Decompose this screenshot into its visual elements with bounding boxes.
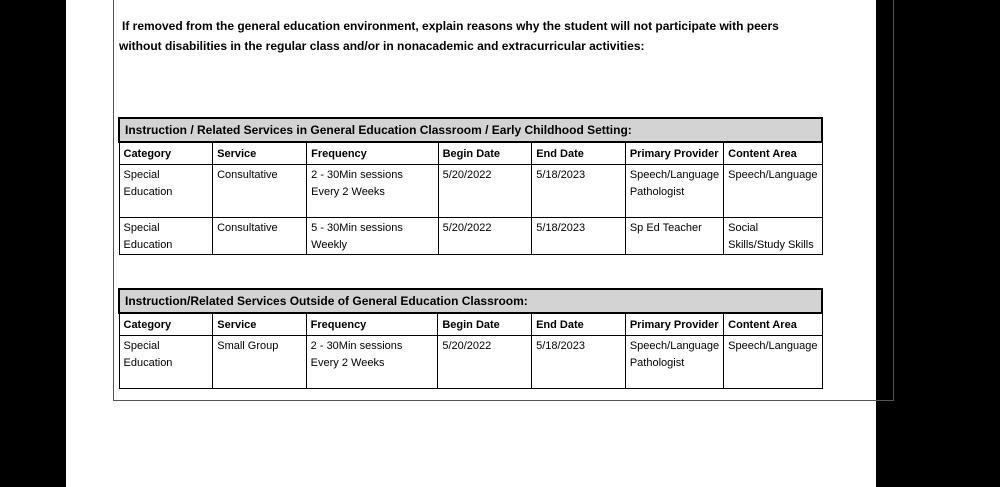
column-header-begin-date: Begin Date: [438, 313, 532, 335]
prompt-line-1: If removed from the general education environment, explain reasons why the student will not participate with peers: [122, 19, 779, 33]
table-title: Instruction / Related Services in General Education Classroom / Early Childhood Setting:: [119, 118, 822, 142]
cell-primary-provider: Speech/Language Pathologist: [625, 164, 723, 217]
column-header-service: Service: [213, 142, 307, 164]
cell-frequency: 2 - 30Min sessions Every 2 Weeks: [307, 164, 438, 217]
cell-service: Consultative: [213, 164, 307, 217]
cell-end-date: 5/18/2023: [532, 164, 626, 217]
table-row: [119, 335, 822, 388]
table-row: [119, 217, 822, 254]
column-header-primary-provider: Primary Provider: [625, 313, 723, 335]
outside-general-education-services-table: [118, 288, 823, 389]
column-header-row: [119, 142, 822, 164]
cell-begin-date: 5/20/2022: [438, 164, 532, 217]
cell-begin-date: 5/20/2022: [438, 335, 532, 388]
column-header-service: Service: [213, 313, 306, 335]
column-header-row: [119, 313, 822, 335]
cell-service: Consultative: [213, 217, 307, 254]
document-page: [66, 0, 876, 487]
column-header-category: Category: [119, 142, 213, 164]
cell-begin-date: 5/20/2022: [438, 217, 532, 254]
prompt-line-2: without disabilities in the regular class and/or in nonacademic and extracurricular activities:: [119, 39, 645, 53]
cell-content-area: Social Skills/Study Skills: [724, 217, 822, 254]
table-row: [119, 164, 822, 217]
column-header-begin-date: Begin Date: [438, 142, 532, 164]
cell-category: Special Education: [119, 335, 213, 388]
cell-service: Small Group: [213, 335, 306, 388]
cell-end-date: 5/18/2023: [532, 335, 626, 388]
column-header-end-date: End Date: [532, 142, 626, 164]
cell-content-area: Speech/Language: [724, 335, 822, 388]
column-header-frequency: Frequency: [306, 313, 438, 335]
cell-end-date: 5/18/2023: [532, 217, 626, 254]
column-header-content-area: Content Area: [724, 142, 822, 164]
cell-content-area: Speech/Language: [724, 164, 822, 217]
column-header-category: Category: [119, 313, 213, 335]
column-header-content-area: Content Area: [724, 313, 822, 335]
cell-frequency: 2 - 30Min sessions Every 2 Weeks: [306, 335, 438, 388]
cell-primary-provider: Speech/Language Pathologist: [625, 335, 723, 388]
general-education-services-table: [118, 117, 823, 255]
cell-primary-provider: Sp Ed Teacher: [625, 217, 723, 254]
table-title: Instruction/Related Services Outside of General Education Classroom:: [119, 289, 822, 313]
cell-category: Special Education: [119, 164, 213, 217]
column-header-frequency: Frequency: [307, 142, 438, 164]
removal-explanation-prompt: [119, 16, 819, 56]
column-header-primary-provider: Primary Provider: [625, 142, 723, 164]
cell-frequency: 5 - 30Min sessions Weekly: [307, 217, 438, 254]
column-header-end-date: End Date: [532, 313, 626, 335]
cell-category: Special Education: [119, 217, 213, 254]
